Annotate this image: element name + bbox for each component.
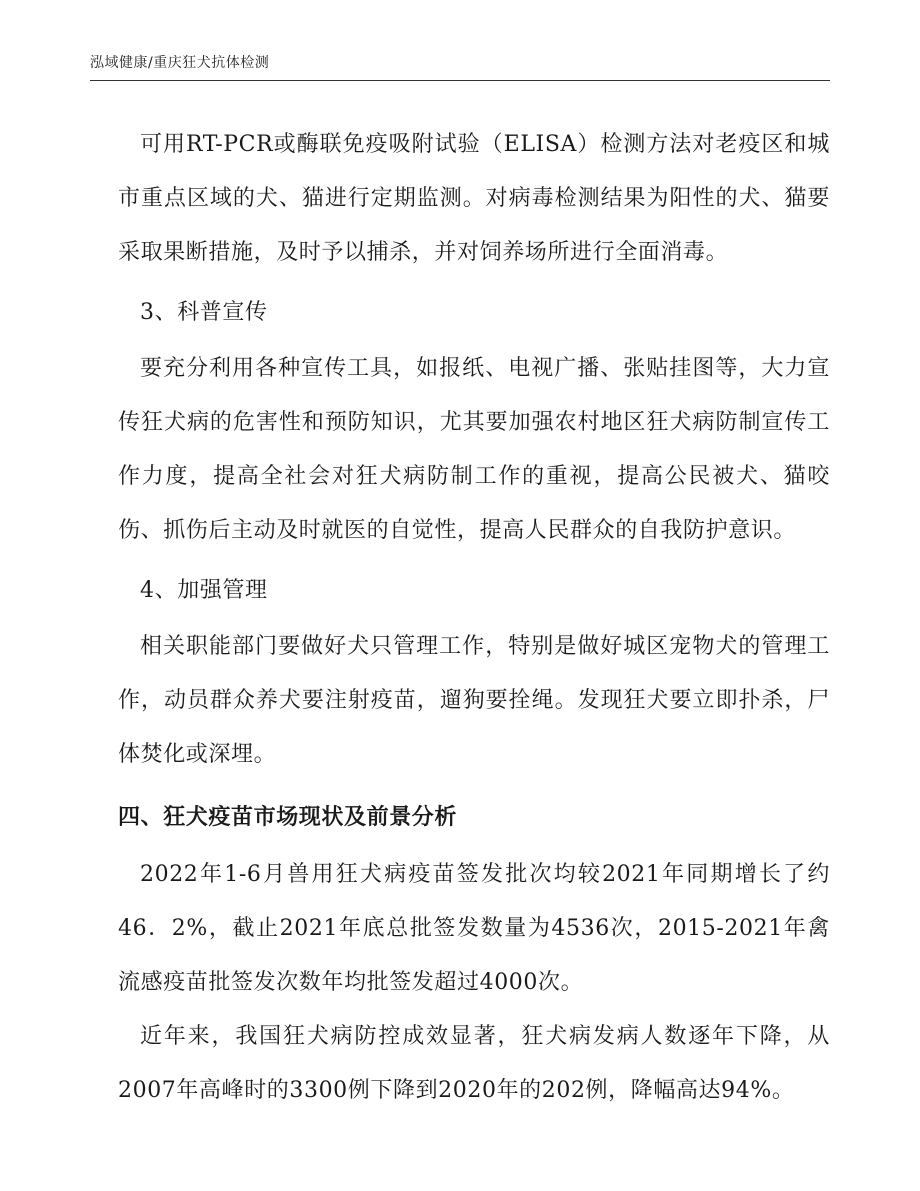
page-header-title: 泓域健康/重庆狂犬抗体检测 [90, 55, 270, 71]
header-divider [90, 80, 830, 81]
paragraph-case-decline: 近年来，我国狂犬病防控成效显著，狂犬病发病人数逐年下降，从2007年高峰时的3300例下降到2020年的202例，降幅高达94%。 [118, 1024, 830, 1103]
paragraph-vaccine-stats: 2022年1-6月兽用狂犬病疫苗签发批次均较2021年同期增长了约46．2%，截止2021年底总批签发数量为4536次，2015-2021年禽流感疫苗批签发次数年均批签发超过4000次。 [118, 862, 830, 995]
document-body [118, 118, 830, 1118]
section-heading-market: 四、狂犬疫苗市场现状及前景分析 [118, 804, 458, 830]
subheading-management: 4、加强管理 [140, 578, 268, 603]
paragraph-management: 相关职能部门要做好犬只管理工作，特别是做好城区宠物犬的管理工作，动员群众养犬要注射疫苗，遛狗要拴绳。发现狂犬要立即扑杀，尸体焚化或深埋。 [118, 634, 830, 767]
paragraph-monitoring: 可用RT-PCR或酶联免疫吸附试验（ELISA）检测方法对老疫区和城市重点区域的犬、猫进行定期监测。对病毒检测结果为阳性的犬、猫要采取果断措施，及时予以捕杀，并对饲养场所进行全面消毒。 [118, 132, 830, 265]
subheading-publicity: 3、科普宣传 [140, 300, 268, 325]
paragraph-publicity: 要充分利用各种宣传工具，如报纸、电视广播、张贴挂图等，大力宣传狂犬病的危害性和预防知识，尤其要加强农村地区狂犬病防制宣传工作力度，提高全社会对狂犬病防制工作的重视，提高公民被犬、猫咬伤、抓伤后主动及时就医的自觉性，提高人民群众的自我防护意识。 [118, 356, 830, 543]
